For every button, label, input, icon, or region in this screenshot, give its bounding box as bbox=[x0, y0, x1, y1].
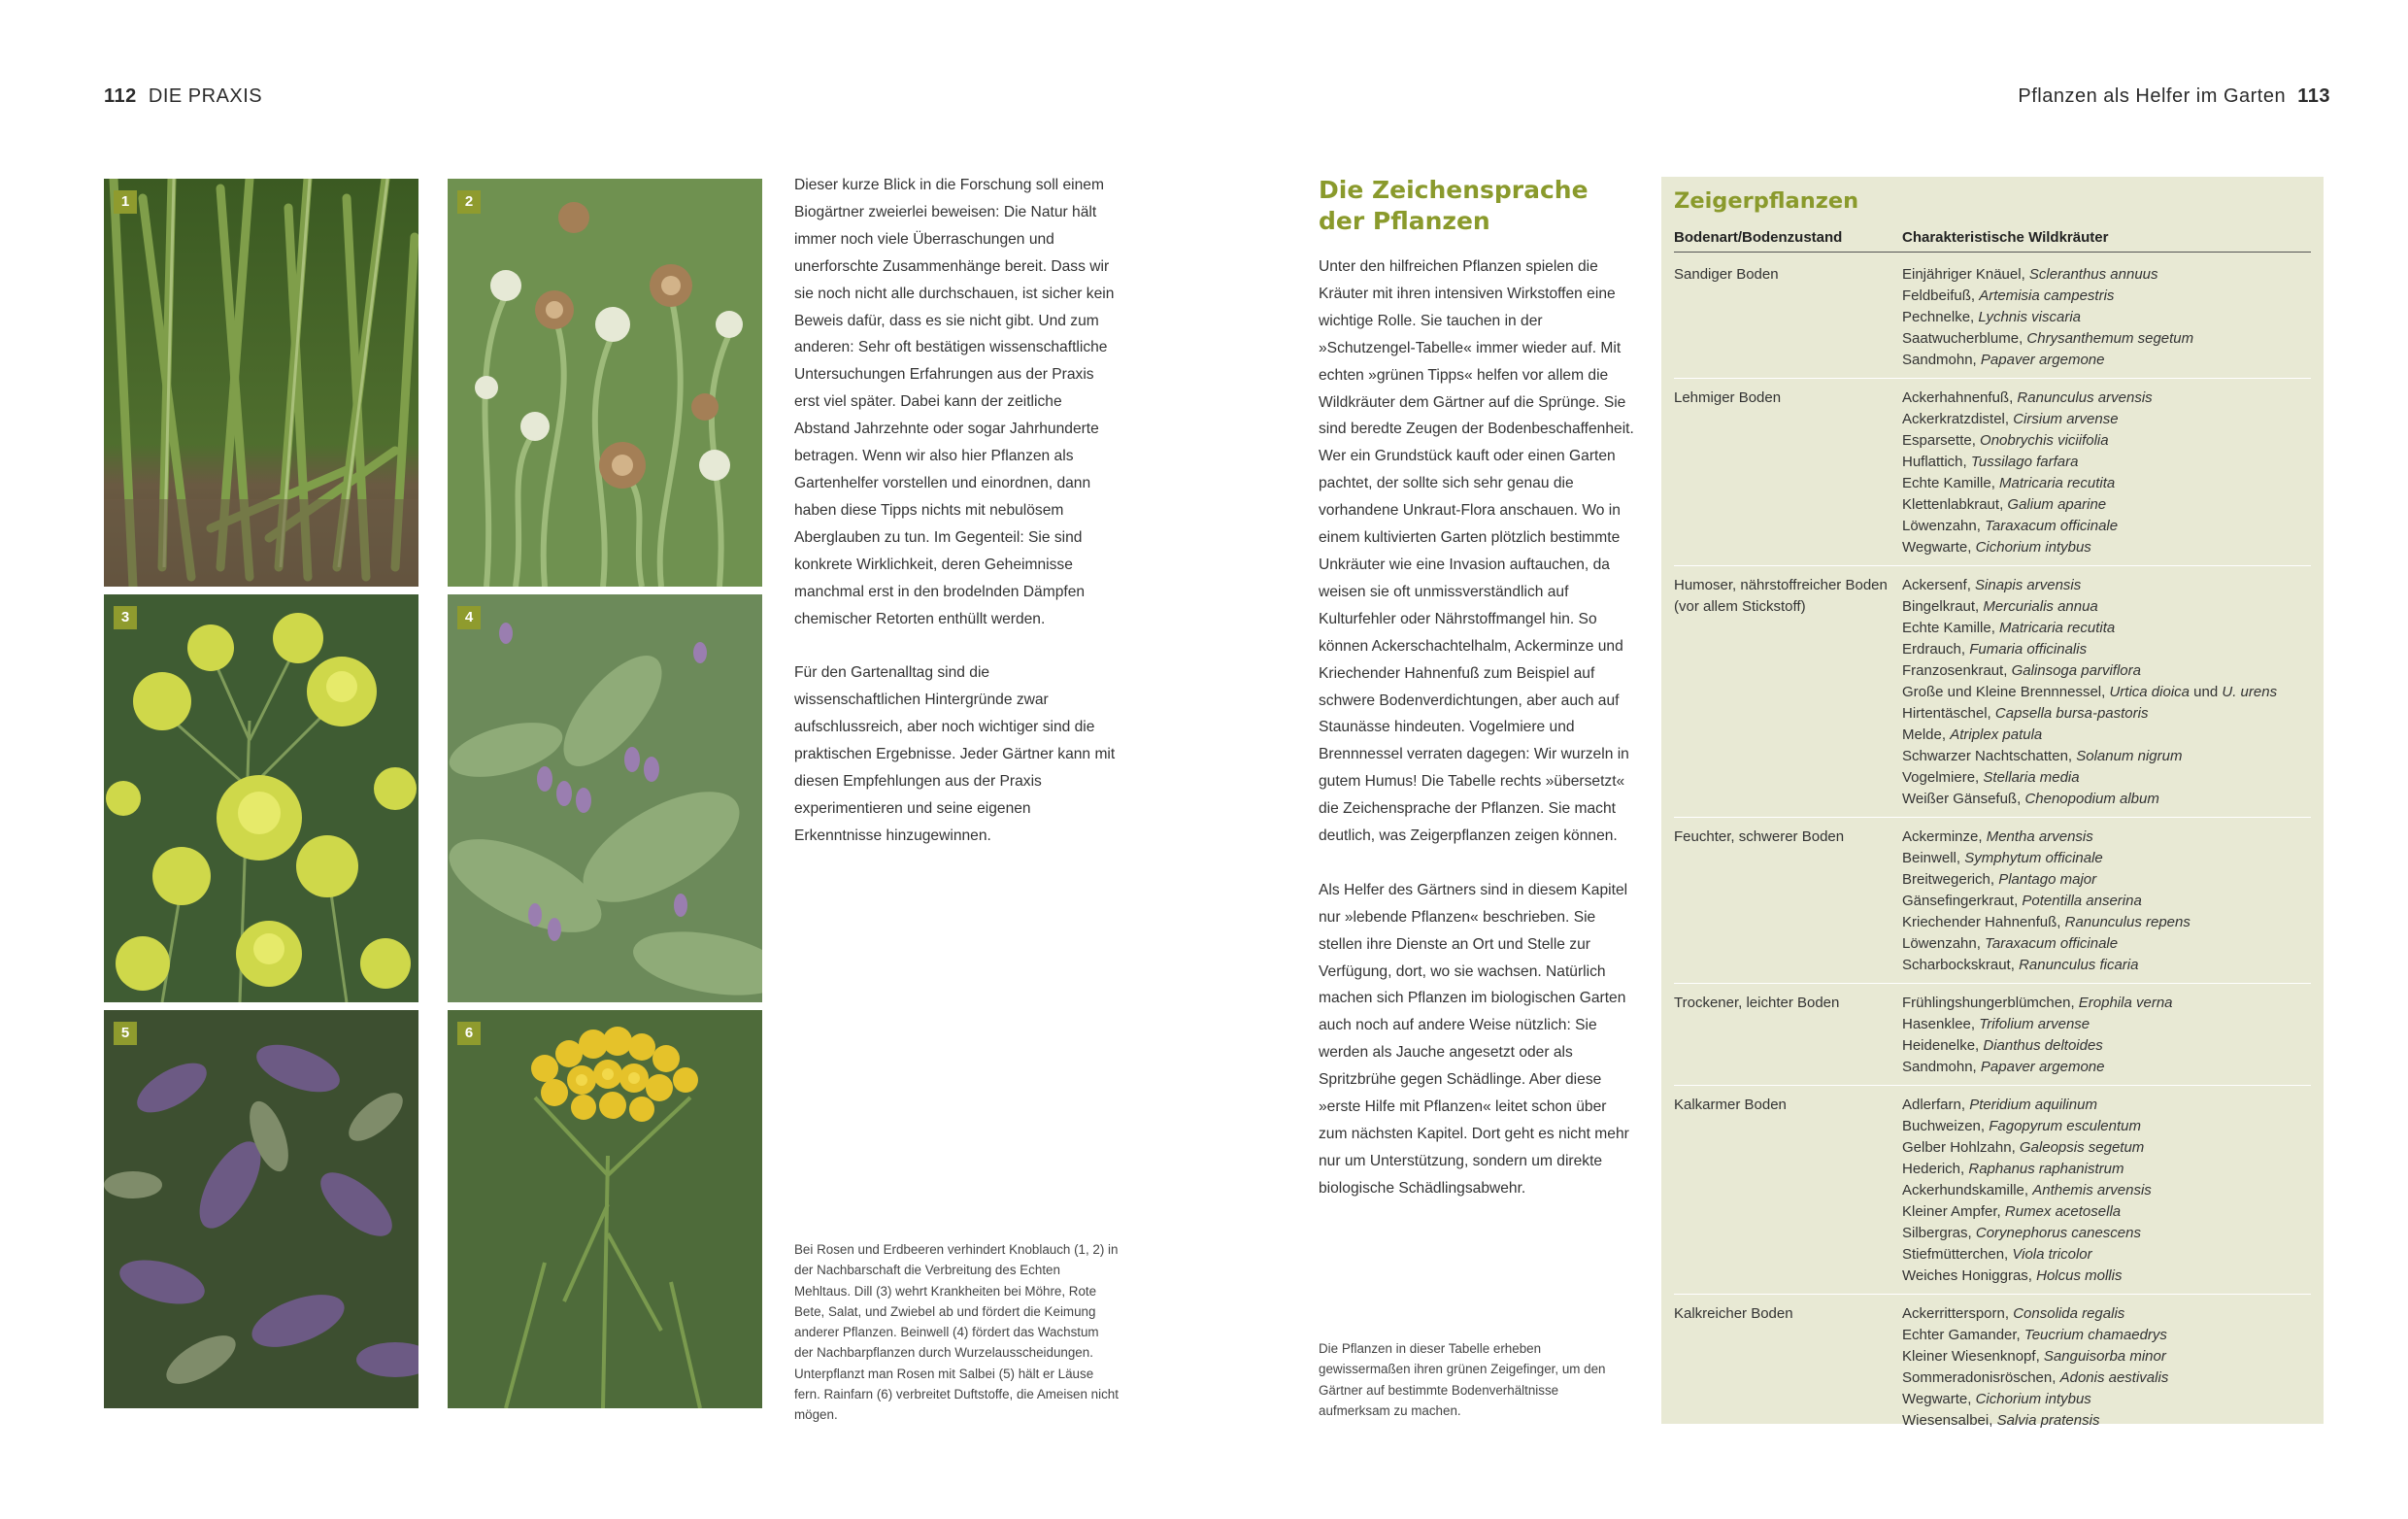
photo-tansy bbox=[448, 1010, 762, 1408]
herb-latin-name: Viola tricolor bbox=[2012, 1246, 2092, 1263]
herb-list bbox=[1902, 993, 2311, 1078]
herb-common-name: Gänsefingerkraut, bbox=[1902, 893, 2019, 909]
herb-common-name: Huflattich, bbox=[1902, 454, 1967, 470]
herb-latin-name: Adonis aestivalis bbox=[2059, 1369, 2169, 1386]
herb-list bbox=[1902, 827, 2311, 976]
herb-latin-name: Teucrium chamaedrys bbox=[2023, 1327, 2167, 1343]
photo-caption: Bei Rosen und Erdbeeren verhindert Knoblauch (1, 2) in der Nachbarschaft die Verbreitung des Echten Mehltaus. Dill (3) wehrt Krankheiten bei Möhre, Rote Bete, Salat, und Zwiebel ab und fördert die Keimung anderer Pflanzen. Beinwell (4) fördert das Wachstum der Nachbarpflanzen durch Wurzelausscheidungen. Unterpflanzt man Rosen mit Salbei (5) hält er Läuse fern. Rainfarn (6) verbreitet Duftstoffe, die Ameisen nicht mögen. bbox=[794, 1242, 1119, 1423]
herb-latin-name: Taraxacum officinale bbox=[1985, 518, 2119, 534]
herb-common-name: Ackerhundskamille, bbox=[1902, 1182, 2029, 1198]
herb-common-name: Löwenzahn, bbox=[1902, 935, 1981, 952]
herb-common-name: Adlerfarn, bbox=[1902, 1097, 1966, 1113]
soil-condition: Lehmiger Boden bbox=[1674, 389, 1782, 406]
photo-garlic-leaves bbox=[104, 179, 418, 587]
soil-condition: Kalkarmer Boden bbox=[1674, 1097, 1787, 1113]
herb-entry bbox=[1902, 494, 2311, 516]
photo-comfrey bbox=[448, 594, 762, 1002]
herb-latin-name: Plantago major bbox=[1998, 871, 2097, 888]
herb-entry bbox=[1902, 328, 2311, 350]
herb-latin-name: Salvia pratensis bbox=[1996, 1412, 2100, 1429]
herb-latin-name: Urtica dioica bbox=[2109, 684, 2190, 700]
herb-entry bbox=[1902, 767, 2311, 789]
table-row bbox=[1674, 379, 2311, 566]
herb-common-name: Pechnelke, bbox=[1902, 309, 1975, 325]
herb-entry bbox=[1902, 1057, 2311, 1078]
herb-latin-name: Fumaria officinalis bbox=[1969, 641, 2088, 658]
herb-common-name: Saatwucherblume, bbox=[1902, 330, 2023, 347]
table-row bbox=[1674, 1086, 2311, 1295]
herb-entry bbox=[1902, 1266, 2311, 1287]
herb-entry bbox=[1902, 1410, 2311, 1432]
herb-latin-name: Rumex acetosella bbox=[2004, 1203, 2122, 1220]
herb-entry bbox=[1902, 409, 2311, 430]
herb-common-name: Ackerhahnenfuß, bbox=[1902, 389, 2014, 406]
herb-entry bbox=[1902, 848, 2311, 869]
herb-common-name: Wegwarte, bbox=[1902, 539, 1972, 556]
right-paragraph-2: Als Helfer des Gärtners sind in diesem Kapitel nur »lebende Pflanzen« beschrieben. Sie stellen ihre Dienste an Ort und Stelle zur Verfügung, dort, wo sie wachsen. Natürlich machen sich Pflanzen im biologischen Garten auch noch auf andere Weise nützlich: Sie werden als Jauche angesetzt oder als Spritzbrühe gegen Schädlinge. Aber diese »erste Hilfe mit Pflanzen« leitet schon über zum nächsten Kapitel. Dort geht es nicht mehr nur um Unterstützung, sondern um direkte biologische Schädlingsabwehr. bbox=[1319, 881, 1629, 1197]
herb-latin-name: Lychnis viscaria bbox=[1978, 309, 2081, 325]
herb-entry bbox=[1902, 1180, 2311, 1201]
herb-entry bbox=[1902, 473, 2311, 494]
herb-common-name: Ackerminze, bbox=[1902, 828, 1983, 845]
herb-entry bbox=[1902, 575, 2311, 596]
herb-latin-name: Potentilla anserina bbox=[2022, 893, 2142, 909]
soil-condition: Feuchter, schwerer Boden bbox=[1674, 828, 1845, 845]
table-header bbox=[1674, 229, 2311, 253]
soil-condition: Trockener, leichter Boden bbox=[1674, 995, 1840, 1011]
herb-common-name: Heidenelke, bbox=[1902, 1037, 1980, 1054]
herb-latin-name: Consolida regalis bbox=[2013, 1305, 2125, 1322]
herb-latin-name: U. urens bbox=[2222, 684, 2278, 700]
photo-number-4: 4 bbox=[457, 606, 481, 629]
herb-entry bbox=[1902, 639, 2311, 660]
herb-common-name: Stiefmütterchen, bbox=[1902, 1246, 2009, 1263]
herb-common-name: Einjähriger Knäuel, bbox=[1902, 266, 2025, 283]
herb-common-name: Feldbeifuß, bbox=[1902, 287, 1976, 304]
herb-latin-name: Solanum nigrum bbox=[2076, 748, 2183, 764]
herb-latin-name: Anthemis arvensis bbox=[2032, 1182, 2152, 1198]
table-caption: Die Pflanzen in dieser Tabelle erheben gewissermaßen ihren grünen Zeigefinger, um den Gärtner auf bestimmte Bodenverhältnisse aufmerksam zu machen. bbox=[1319, 1341, 1606, 1418]
herb-entry bbox=[1902, 1367, 2311, 1389]
herb-latin-name: Matricaria recutita bbox=[1999, 475, 2116, 491]
herb-latin-name: Ranunculus repens bbox=[2064, 914, 2191, 930]
herb-entry bbox=[1902, 933, 2311, 955]
herb-common-name: Franzosenkraut, bbox=[1902, 662, 2008, 679]
herb-list bbox=[1902, 575, 2311, 810]
herb-common-name: Große und Kleine Brennnessel, bbox=[1902, 684, 2106, 700]
herb-entry bbox=[1902, 1346, 2311, 1367]
herb-entry bbox=[1902, 891, 2311, 912]
herb-latin-name: Ranunculus ficaria bbox=[2019, 957, 2139, 973]
table-header-soil: Bodenart/Bodenzustand bbox=[1674, 229, 1843, 246]
herb-latin-name: Sinapis arvensis bbox=[1975, 577, 2082, 593]
herb-common-name: Sandmohn, bbox=[1902, 1059, 1977, 1075]
soil-condition: Sandiger Boden bbox=[1674, 266, 1779, 283]
herb-latin-name: Stellaria media bbox=[1983, 769, 2080, 786]
herb-common-name: Erdrauch, bbox=[1902, 641, 1966, 658]
herb-common-name: Kriechender Hahnenfuß, bbox=[1902, 914, 2061, 930]
herb-entry bbox=[1902, 430, 2311, 452]
herb-latin-name: Mercurialis annua bbox=[1983, 598, 2098, 615]
herb-common-name: Sommeradonisröschen, bbox=[1902, 1369, 2057, 1386]
indicator-plants-table bbox=[1661, 177, 2324, 1429]
left-paragraph-2: Für den Gartenalltag sind die wissenschaftlichen Hintergründe zwar aufschlussreich, aber noch wichtiger sind die praktischen Ergebnisse. Jeder Gärtner kann mit diesen Empfehlungen aus der Praxis experimentieren und seine eigenen Erkenntnisse hinzugewinnen. bbox=[794, 664, 1116, 844]
herb-latin-name: Chrysanthemum segetum bbox=[2026, 330, 2194, 347]
herb-latin-name: Holcus mollis bbox=[2036, 1267, 2123, 1284]
herb-entry bbox=[1902, 264, 2311, 286]
table-row bbox=[1674, 984, 2311, 1086]
herb-entry bbox=[1902, 388, 2311, 409]
herb-entry bbox=[1902, 1389, 2311, 1410]
running-head-left bbox=[104, 85, 262, 108]
herb-common-name: Klettenlabkraut, bbox=[1902, 496, 2004, 513]
herb-latin-name: Galeopsis segetum bbox=[2019, 1139, 2145, 1156]
herb-entry bbox=[1902, 912, 2311, 933]
table-row bbox=[1674, 1295, 2311, 1438]
herb-entry bbox=[1902, 993, 2311, 1014]
herb-common-name: Ackersenf, bbox=[1902, 577, 1971, 593]
herb-common-name: Echte Kamille, bbox=[1902, 475, 1995, 491]
herb-latin-name: Corynephorus canescens bbox=[1975, 1225, 2141, 1241]
herb-common-name: Bingelkraut, bbox=[1902, 598, 1980, 615]
article-title-line-1: Die Zeichensprache bbox=[1319, 176, 1589, 204]
table-header-herbs: Charakteristische Wildkräuter bbox=[1902, 229, 2109, 246]
herb-entry bbox=[1902, 516, 2311, 537]
herb-latin-name: Papaver argemone bbox=[1980, 1059, 2105, 1075]
table-row bbox=[1674, 255, 2311, 379]
herb-latin-name: Cichorium intybus bbox=[1975, 539, 2091, 556]
soil-condition: Humoser, nährstoffreicher Boden (vor allem Stickstoff) bbox=[1674, 577, 1888, 615]
herb-latin-name: Ranunculus arvensis bbox=[2017, 389, 2153, 406]
herb-entry bbox=[1902, 1223, 2311, 1244]
herb-common-name: Gelber Hohlzahn, bbox=[1902, 1139, 2016, 1156]
left-paragraph-1: Dieser kurze Blick in die Forschung soll einem Biogärtner zweierlei beweisen: Die Natur hält immer noch viele Überraschungen und unerforschte Zusammenhänge bereit. Dass wir sie noch nicht alle durchschauen, ist sicher kein Beweis dafür, dass es sie nicht gibt. Und zum anderen: Sehr oft bestätigen wissenschaftliche Untersuchungen Erfahrungen aus der Praxis erst viel später. Dabei kann der zeitliche Abstand Jahrzehnte oder sogar Jahrhunderte betragen. Wenn wir also hier Pflanzen als Gartenhelfer vorstellen und einordnen, dann haben diese Tipps nichts mit nebulösem Aberglauben zu tun. Im Gegenteil: Sie sind konkrete Wirklichkeit, deren Geheimnisse manchmal erst in den brodelnden Dämpfen chemischer Retorten enthüllt werden. bbox=[794, 177, 1115, 627]
section-title-left: DIE PRAXIS bbox=[148, 85, 263, 107]
herb-latin-name: Tussilago farfara bbox=[1970, 454, 2079, 470]
table-title: Zeigerpflanzen bbox=[1674, 188, 1859, 214]
herb-common-name: Beinwell, bbox=[1902, 850, 1961, 866]
herb-latin-name: Onobrychis viciifolia bbox=[1980, 432, 2109, 449]
herb-entry bbox=[1902, 1014, 2311, 1035]
article-title-line-2: der Pflanzen bbox=[1319, 207, 1490, 235]
herb-entry bbox=[1902, 789, 2311, 810]
herb-latin-name: Chenopodium album bbox=[2024, 791, 2159, 807]
photo-number-3: 3 bbox=[114, 606, 137, 629]
right-body-text bbox=[1319, 253, 1639, 1230]
herb-latin-name: Pteridium aquilinum bbox=[1969, 1097, 2097, 1113]
herb-entry bbox=[1902, 618, 2311, 639]
herb-entry bbox=[1902, 1244, 2311, 1266]
herb-entry bbox=[1902, 1137, 2311, 1159]
herb-entry bbox=[1902, 660, 2311, 682]
herb-common-name: Vogelmiere, bbox=[1902, 769, 1980, 786]
herb-entry bbox=[1902, 596, 2311, 618]
herb-latin-name: Artemisia campestris bbox=[1979, 287, 2115, 304]
article-title bbox=[1319, 175, 1649, 237]
left-body-text bbox=[794, 172, 1120, 877]
page-number-left: 112 bbox=[104, 85, 137, 107]
table-row bbox=[1674, 818, 2311, 984]
herb-entry bbox=[1902, 869, 2311, 891]
herb-entry bbox=[1902, 1095, 2311, 1116]
herb-latin-name: Raphanus raphanistrum bbox=[1968, 1161, 2124, 1177]
herb-common-name: Frühlingshungerblümchen, bbox=[1902, 995, 2075, 1011]
herb-common-name: Weiches Honiggras, bbox=[1902, 1267, 2032, 1284]
herb-common-name: Sandmohn, bbox=[1902, 352, 1977, 368]
herb-entry bbox=[1902, 452, 2311, 473]
herb-common-name: Echte Kamille, bbox=[1902, 620, 1995, 636]
herb-common-name: Wegwarte, bbox=[1902, 1391, 1972, 1407]
herb-common-name: Ackerrittersporn, bbox=[1902, 1305, 2010, 1322]
herb-entry bbox=[1902, 537, 2311, 558]
photo-number-2: 2 bbox=[457, 190, 481, 214]
herb-common-name: Hasenklee, bbox=[1902, 1016, 1976, 1032]
herb-entry bbox=[1902, 827, 2311, 848]
herb-latin-name: Sanguisorba minor bbox=[2043, 1348, 2166, 1365]
photo-garlic-flowers bbox=[448, 179, 762, 587]
herb-common-name: Kleiner Wiesenknopf, bbox=[1902, 1348, 2040, 1365]
herb-entry bbox=[1902, 286, 2311, 307]
herb-common-name: Melde, bbox=[1902, 726, 1947, 743]
herb-latin-name: Symphytum officinale bbox=[1964, 850, 2103, 866]
herb-entry bbox=[1902, 703, 2311, 725]
herb-list bbox=[1902, 264, 2311, 371]
herb-common-name: Kleiner Ampfer, bbox=[1902, 1203, 2001, 1220]
herb-latin-name: Erophila verna bbox=[2078, 995, 2173, 1011]
herb-list bbox=[1902, 1303, 2311, 1432]
herb-latin-name: Dianthus deltoides bbox=[1983, 1037, 2103, 1054]
herb-list bbox=[1902, 388, 2311, 558]
photo-number-1: 1 bbox=[114, 190, 137, 214]
soil-condition: Kalkreicher Boden bbox=[1674, 1305, 1793, 1322]
herb-entry bbox=[1902, 1303, 2311, 1325]
herb-common-name: Breitwegerich, bbox=[1902, 871, 1995, 888]
herb-entry bbox=[1902, 725, 2311, 746]
herb-latin-name: Scleranthus annuus bbox=[2028, 266, 2158, 283]
page-number-right: 113 bbox=[2297, 85, 2330, 107]
herb-common-name: Echter Gamander, bbox=[1902, 1327, 2021, 1343]
herb-list bbox=[1902, 1095, 2311, 1287]
herb-latin-name: Fagopyrum esculentum bbox=[1989, 1118, 2141, 1134]
photo-sage bbox=[104, 1010, 418, 1408]
herb-latin-name: Cichorium intybus bbox=[1975, 1391, 2091, 1407]
herb-common-name: Silbergras, bbox=[1902, 1225, 1972, 1241]
herb-latin-name: Capsella bursa-pastoris bbox=[1994, 705, 2149, 722]
herb-common-name: Ackerkratzdistel, bbox=[1902, 411, 2010, 427]
herb-entry bbox=[1902, 1201, 2311, 1223]
herb-entry bbox=[1902, 307, 2311, 328]
herb-entry bbox=[1902, 682, 2311, 703]
herb-entry bbox=[1902, 746, 2311, 767]
photo-number-5: 5 bbox=[114, 1022, 137, 1045]
herb-common-name: Weißer Gänsefuß, bbox=[1902, 791, 2022, 807]
section-title-right: Pflanzen als Helfer im Garten bbox=[2018, 85, 2287, 107]
herb-common-name: Hederich, bbox=[1902, 1161, 1965, 1177]
herb-common-name: Hirtentäschel, bbox=[1902, 705, 1991, 722]
herb-latin-name: Cirsium arvense bbox=[2013, 411, 2119, 427]
herb-entry bbox=[1902, 350, 2311, 371]
herb-entry bbox=[1902, 1116, 2311, 1137]
photo-dill bbox=[104, 594, 418, 1002]
herb-common-name: Scharbockskraut, bbox=[1902, 957, 2015, 973]
herb-latin-name: Papaver argemone bbox=[1980, 352, 2105, 368]
herb-common-name: Buchweizen, bbox=[1902, 1118, 1986, 1134]
herb-latin-name: Trifolium arvense bbox=[1979, 1016, 2090, 1032]
herb-entry bbox=[1902, 1159, 2311, 1180]
herb-common-name: Löwenzahn, bbox=[1902, 518, 1981, 534]
herb-latin-name: Mentha arvensis bbox=[1986, 828, 2093, 845]
herb-latin-name: Atriplex patula bbox=[1950, 726, 2043, 743]
herb-entry bbox=[1902, 1035, 2311, 1057]
herb-connector: und bbox=[2193, 684, 2219, 700]
herb-entry bbox=[1902, 1325, 2311, 1346]
running-head-right bbox=[2018, 85, 2330, 108]
herb-latin-name: Matricaria recutita bbox=[1999, 620, 2116, 636]
herb-latin-name: Galium aparine bbox=[2007, 496, 2107, 513]
herb-entry bbox=[1902, 955, 2311, 976]
herb-common-name: Esparsette, bbox=[1902, 432, 1976, 449]
table-row bbox=[1674, 566, 2311, 818]
herb-latin-name: Taraxacum officinale bbox=[1985, 935, 2119, 952]
right-paragraph-1: Unter den hilfreichen Pflanzen spielen die Kräuter mit ihren intensiven Wirkstoffen eine wichtige Rolle. Sie tauchen in der »Schutzengel-Tabelle« immer wieder auf. Mit echten »grünen Tipps« helfen vor allem die Wildkräuter dem Gärtner auf die Sprünge. Sie sind beredte Zeugen der Bodenbeschaffenheit. Wer ein Grundstück kauft oder einen Garten pachtet, der sollte sich sehr genau die vorhandene Unkraut-Flora anschauen. Wo in einem kultivierten Garten plötzlich bestimmte Unkräuter wie eine Invasion auftauchen, da weisen sie oft unmissverständlich auf Kulturfehler oder Nährstoffmangel hin. So können Ackerschachtelhalm, Ackerminze und Kriechender Hahnenfuß zum Beispiel auf schwere Bodenverdichtungen, aber auch auf Staunässe hindeuten. Vogelmiere und Brennnessel verraten dagegen: Wir wurzeln in gutem Humus! Die Tabelle rechts »übersetzt« die Zeichensprache der Pflanzen. Sie macht deutlich, was Zeigerpflanzen zeigen können. bbox=[1319, 258, 1634, 845]
herb-latin-name: Galinsoga parviflora bbox=[2011, 662, 2141, 679]
photo-number-6: 6 bbox=[457, 1022, 481, 1045]
herb-common-name: Wiesensalbei, bbox=[1902, 1412, 1993, 1429]
herb-common-name: Schwarzer Nachtschatten, bbox=[1902, 748, 2073, 764]
table-body bbox=[1674, 255, 2311, 1438]
